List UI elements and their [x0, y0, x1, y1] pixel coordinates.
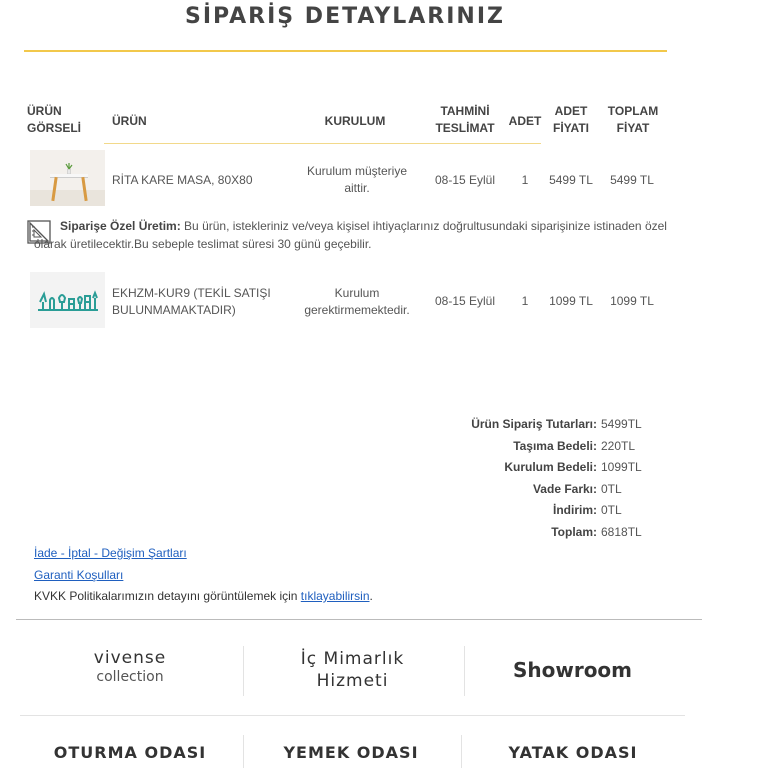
interior-line2: Hizmeti — [316, 671, 389, 691]
summary-label: Kurulum Bedeli: — [504, 460, 597, 474]
interior-line1: İç Mimarlık — [300, 649, 405, 669]
summary-value: 0TL — [601, 482, 622, 496]
summary-row — [380, 500, 700, 520]
plant-icon — [65, 162, 73, 174]
row1-unit-price: 5499 TL — [549, 173, 593, 187]
summary-row — [380, 457, 700, 477]
summary-value: 220TL — [601, 439, 636, 453]
note-label: Siparişe Özel Üretim: — [60, 219, 181, 233]
summary-label: Ürün Sipariş Tutarları: — [471, 417, 597, 431]
header-divider — [104, 143, 541, 144]
brand-subtitle: collection — [96, 669, 164, 685]
vivense-collection-logo[interactable] — [60, 648, 200, 686]
summary-label: Vade Farkı: — [532, 482, 597, 496]
category-dining-room[interactable]: YEMEK ODASI — [283, 743, 419, 762]
header-delivery: TAHMİNİ TESLİMAT — [435, 104, 495, 135]
row2-total-price: 1099 TL — [610, 294, 654, 308]
product-thumbnail-setup[interactable] — [30, 272, 105, 328]
title-divider — [24, 50, 667, 52]
summary-value: 6818TL — [601, 525, 642, 539]
kvkk-notice — [34, 589, 373, 603]
row2-delivery: 08-15 Eylül — [434, 294, 496, 308]
product-thumbnail-table[interactable] — [30, 150, 105, 206]
header-unit-price: ADET FİYATI — [552, 104, 589, 135]
summary-row — [380, 522, 700, 542]
header-image: ÜRÜN GÖRSELİ — [27, 104, 82, 135]
kvkk-text: KVKK Politikalarımızın detayını görüntülemek için — [34, 589, 301, 603]
kvkk-end: . — [369, 589, 373, 603]
summary-value: 5499TL — [601, 417, 642, 431]
note-text: Bu ürün, istekleriniz ve/veya kişisel ihtiyaçlarınız doğrultusundaki siparişinize istinaden özel olarak üretilecektir.Bu sebeple teslimat süresi 30 günü geçebilir. — [34, 219, 667, 251]
footer-column-divider — [464, 646, 465, 696]
summary-value: 0TL — [601, 503, 622, 517]
summary-row — [380, 436, 700, 456]
summary-label: Toplam: — [551, 525, 597, 539]
warranty-link[interactable]: Garanti Koşulları — [34, 568, 124, 582]
row2-qty: 1 — [521, 294, 529, 308]
summary-label: Taşıma Bedeli: — [513, 439, 597, 453]
return-policy-link[interactable]: İade - İptal - Değişim Şartları — [34, 546, 187, 560]
brand-name: vivense — [93, 648, 167, 668]
furniture-service-icon — [30, 272, 105, 328]
header-qty: ADET — [508, 114, 542, 128]
category-living-room[interactable]: OTURMA ODASI — [53, 743, 207, 762]
summary-label: İndirim: — [553, 503, 597, 517]
footer-divider — [16, 619, 702, 620]
category-bedroom[interactable]: YATAK ODASI — [508, 743, 638, 762]
row2-product-name[interactable]: EKHZM-KUR9 (TEKİL SATIŞI BULUNMAMAKTADIR) — [112, 286, 271, 317]
summary-row — [380, 414, 700, 434]
row1-product-name[interactable]: RİTA KARE MASA, 80X80 — [112, 173, 253, 187]
footer-column-divider — [461, 735, 462, 768]
summary-row — [380, 479, 700, 499]
showroom-link[interactable]: Showroom — [512, 658, 633, 682]
page-title: SİPARİŞ DETAYLARINIZ — [185, 4, 505, 29]
kvkk-link[interactable]: tıklayabilirsin — [300, 589, 370, 603]
row1-delivery: 08-15 Eylül — [434, 173, 496, 187]
row1-total-price: 5499 TL — [610, 173, 654, 187]
custom-production-note — [34, 217, 674, 253]
footer-divider-bottom — [20, 715, 685, 716]
row1-qty: 1 — [521, 173, 529, 187]
footer-column-divider — [243, 735, 244, 768]
interior-design-service-link[interactable] — [270, 648, 435, 692]
header-total-price: TOPLAM FİYAT — [607, 104, 659, 135]
row2-setup: Kurulum gerektirmemektedir. — [304, 286, 410, 317]
footer-column-divider — [243, 646, 244, 696]
summary-value: 1099TL — [601, 460, 642, 474]
header-product: ÜRÜN — [112, 114, 147, 128]
row1-setup: Kurulum müşteriye aittir. — [306, 164, 408, 195]
header-setup: KURULUM — [324, 114, 386, 128]
row2-unit-price: 1099 TL — [549, 294, 593, 308]
